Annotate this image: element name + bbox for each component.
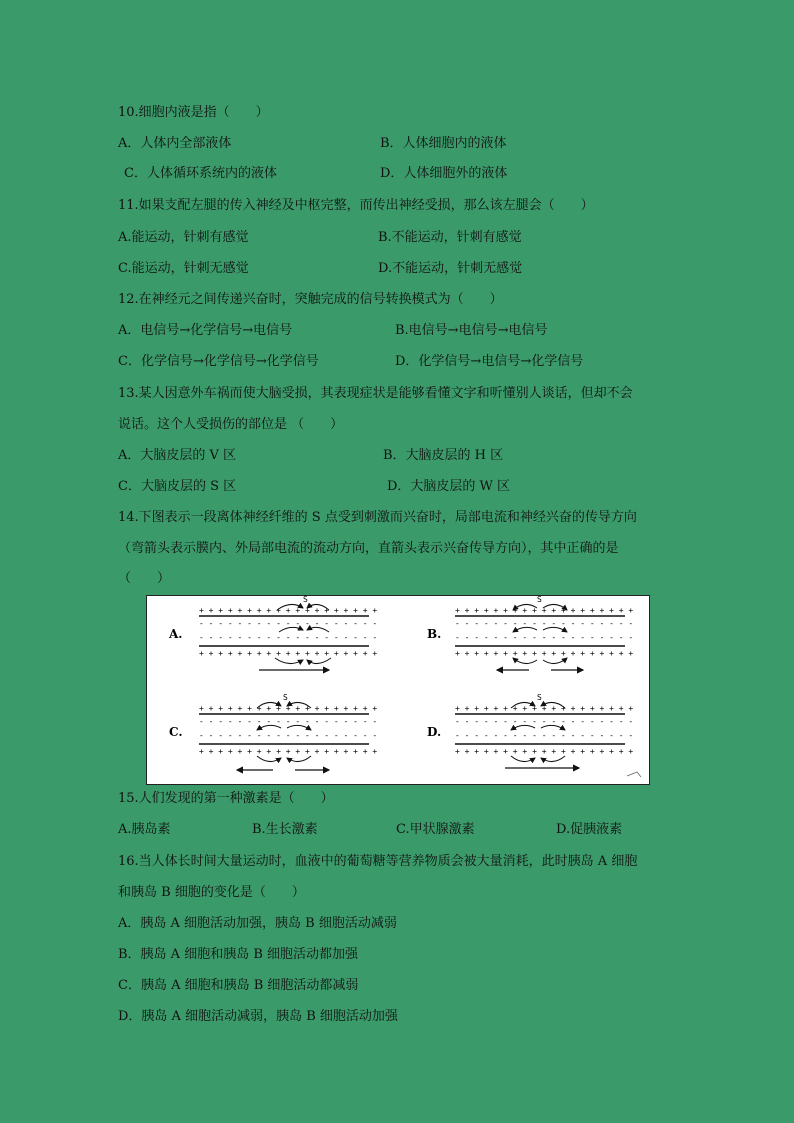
panel-b-s-label: S — [537, 596, 542, 604]
panel-a — [199, 596, 377, 670]
panel-b-outer-top-charges: + + + + + + + + + + + + + + + + + + + — [455, 606, 634, 615]
panel-d-outer-top-charges: + + + + + + + + + + + + + + + + + + + — [455, 704, 634, 713]
q15-option-d: D.促胰液素 — [556, 822, 623, 837]
q11-option-d: D.不能运动，针刺无感觉 — [378, 261, 523, 276]
q11-stem: 11.如果支配左腿的传入神经及中枢完整，而传出神经受损，那么该左腿会（ ） — [118, 198, 594, 213]
panel-b-label: B. — [427, 627, 442, 641]
q11-option-b: B.不能运动，针刺有感觉 — [378, 230, 522, 245]
q15-option-c: C.甲状腺激素 — [396, 822, 475, 837]
panel-c-s-label: S — [283, 693, 288, 702]
panel-a-outer-bottom-charges: + + + + + + + + + + + + + + + + + + + — [199, 649, 378, 658]
panel-c-inner-bottom-charges: - - - - - - - - - - - - - - - - - - - — [199, 731, 378, 740]
q11-option-c: C.能运动，针刺无感觉 — [118, 261, 249, 276]
panel-c-outer-bottom-charges: + + + + + + + + + + + + + + + + + + + — [199, 747, 378, 756]
q16-stem-line2: 和胰岛 B 细胞的变化是（ ） — [118, 885, 305, 900]
q13-option-b: B．大脑皮层的 H 区 — [383, 448, 504, 463]
q13-stem-line1: 13.某人因意外车祸而使大脑受损，其表现症状是能够看懂文字和听懂别人谈话，但却不会 — [118, 386, 633, 401]
panel-d — [455, 693, 633, 768]
q15-option-b: B.生长激素 — [252, 822, 318, 837]
panel-d-label: D. — [427, 725, 442, 739]
panel-b-inner-bottom-charges: - - - - - - - - - - - - - - - - - - - — [455, 633, 634, 642]
q16-option-b: B．胰岛 A 细胞和胰岛 B 细胞活动都加强 — [118, 947, 359, 962]
q12-option-d: D．化学信号→电信号→化学信号 — [395, 354, 584, 369]
q12-option-a: A．电信号→化学信号→电信号 — [118, 323, 293, 338]
q14-stem-line1: 14.下图表示一段离体神经纤维的 S 点受到刺激而兴奋时，局部电流和神经兴奋的传导方向 — [118, 510, 637, 525]
panel-c — [199, 693, 377, 770]
panel-a-s-label: S — [303, 596, 308, 604]
nerve-fiber-figure — [146, 595, 650, 785]
q15-stem: 15.人们发现的第一种激素是（ ） — [118, 791, 334, 806]
q10-option-c: C．人体循环系统内的液体 — [124, 166, 277, 181]
panel-d-s-label: S — [537, 693, 542, 702]
panel-b-inner-top-charges: - - - - - - - - - - - - - - - - - - - — [455, 619, 634, 628]
panel-c-label: C. — [169, 725, 183, 739]
panel-b — [455, 596, 633, 670]
q14-stem-line3: （ ） — [118, 571, 171, 586]
panel-d-outer-bottom-charges: + + + + + + + + + + + + + + + + + + + — [455, 747, 634, 756]
q10-option-d: D．人体细胞外的液体 — [380, 166, 508, 181]
q13-option-c: C．大脑皮层的 S 区 — [118, 479, 237, 494]
panel-c-inner-top-charges: - - - - - - - - - - - - - - - - - - - — [199, 717, 378, 726]
panel-a-inner-bottom-charges: - - - - - - - - - - - - - - - - - - - — [199, 633, 378, 642]
panel-d-inner-bottom-charges: - - - - - - - - - - - - - - - - - - - — [455, 731, 634, 740]
panel-a-inner-top-charges: - - - - - - - - - - - - - - - - - - - — [199, 619, 378, 628]
q13-option-d: D．大脑皮层的 W 区 — [387, 479, 511, 494]
q16-option-c: C．胰岛 A 细胞和胰岛 B 细胞活动都减弱 — [118, 978, 359, 993]
q13-option-a: A．大脑皮层的 V 区 — [118, 448, 237, 463]
q16-stem-line1: 16.当人体长时间大量运动时，血液中的葡萄糖等营养物质会被大量消耗，此时胰岛 A 细胞 — [118, 854, 638, 869]
panel-d-inner-top-charges: - - - - - - - - - - - - - - - - - - - — [455, 717, 634, 726]
corner-mark — [627, 772, 641, 777]
q13-stem-line2: 说话。这个人受损伤的部位是 （ ） — [118, 417, 344, 432]
panel-c-outer-top-charges: + + + + + + + + + + + + + + + + + + + — [199, 704, 378, 713]
panel-a-label: A. — [169, 627, 183, 641]
q15-option-a: A.胰岛素 — [118, 822, 171, 837]
q12-option-c: C．化学信号→化学信号→化学信号 — [118, 354, 319, 369]
panel-a-outer-top-charges: + + + + + + + + + + + + + + + + + + + — [199, 606, 378, 615]
q16-option-a: A．胰岛 A 细胞活动加强，胰岛 B 细胞活动减弱 — [118, 916, 397, 931]
panel-b-outer-bottom-charges: + + + + + + + + + + + + + + + + + + + — [455, 649, 634, 658]
q14-stem-line2: （弯箭头表示膜内、外局部电流的流动方向，直箭头表示兴奋传导方向），其中正确的是 — [118, 541, 619, 556]
q10-option-b: B．人体细胞内的液体 — [380, 136, 507, 151]
q12-option-b: B.电信号→电信号→电信号 — [395, 323, 548, 338]
q10-option-a: A．人体内全部液体 — [118, 136, 232, 151]
q11-option-a: A.能运动，针刺有感觉 — [118, 230, 249, 245]
q10-stem: 10.细胞内液是指（ ） — [118, 105, 269, 120]
q16-option-d: D．胰岛 A 细胞活动减弱，胰岛 B 细胞活动加强 — [118, 1009, 398, 1024]
q12-stem: 12.在神经元之间传递兴奋时，突触完成的信号转换模式为（ ） — [118, 292, 503, 307]
nerve-fiber-diagram — [147, 596, 649, 784]
